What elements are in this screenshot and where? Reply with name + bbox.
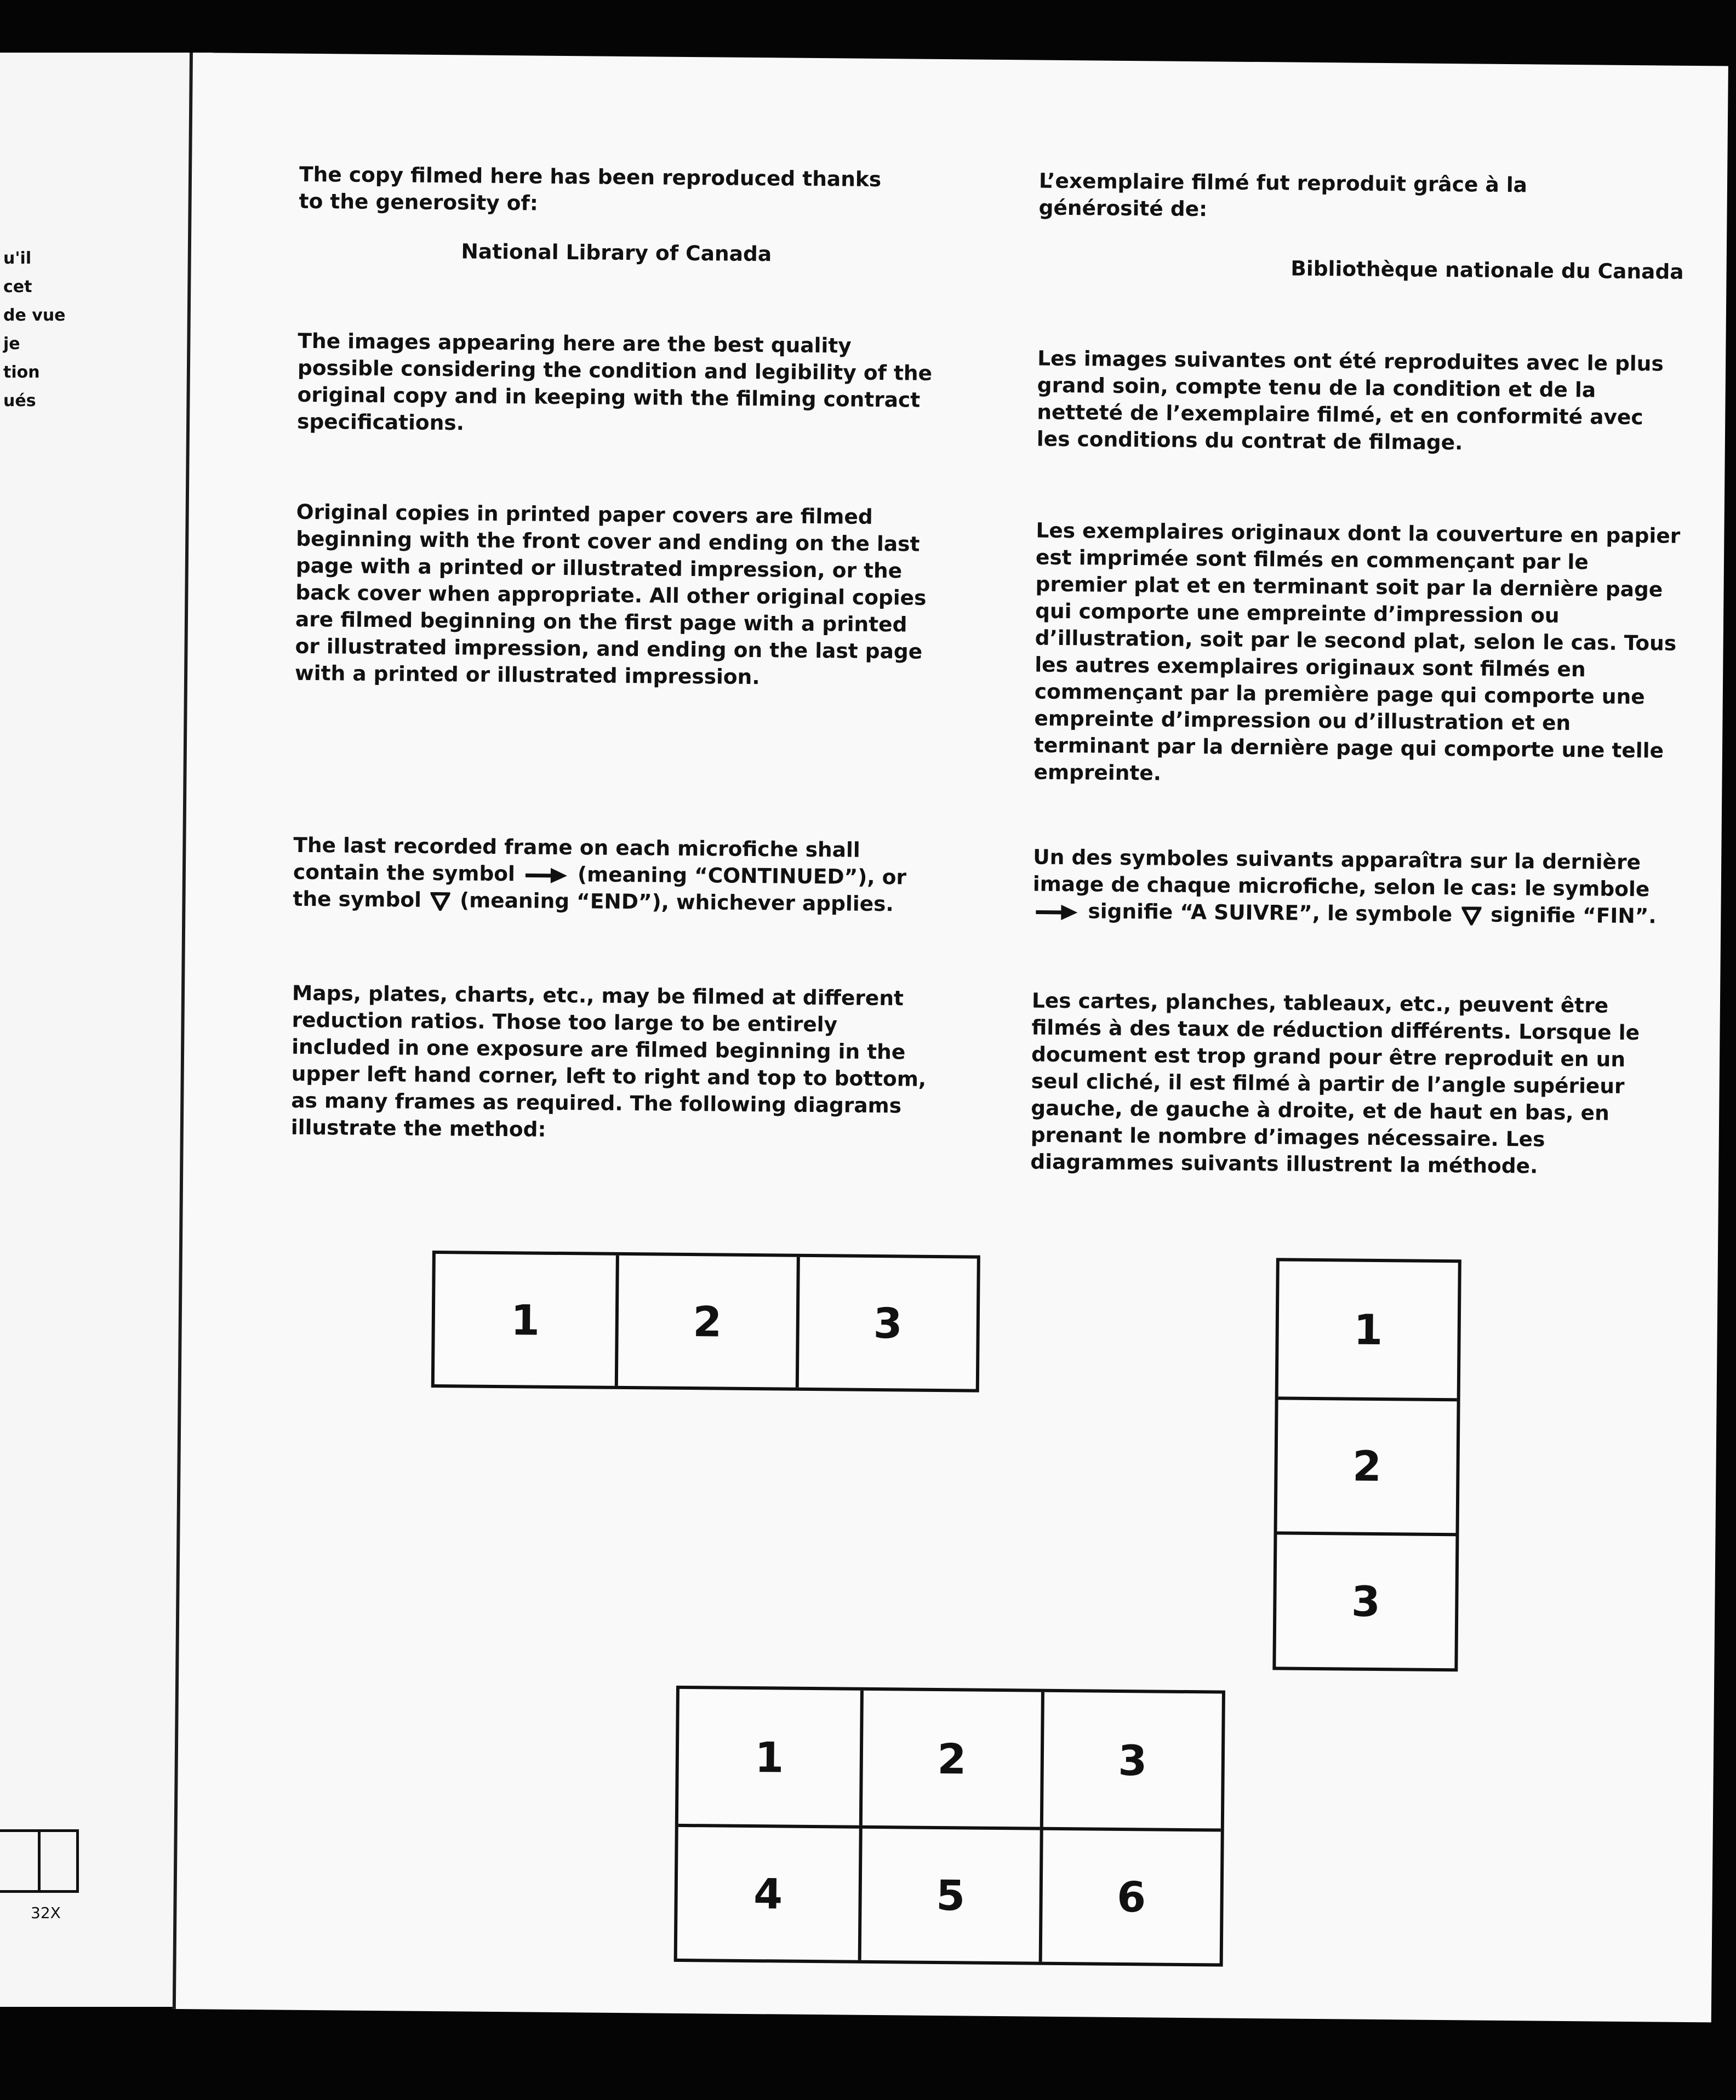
fragment-line: u'il (3, 249, 32, 268)
horizontal-frames-diagram (431, 1251, 980, 1393)
fragment-line: de vue (3, 306, 66, 325)
symbols-text-a: The last recorded frame on each microfiche shall contain the symbol (293, 832, 860, 886)
symbols-text-en (293, 832, 929, 918)
vertical-frames-diagram (1272, 1258, 1461, 1671)
scale-box (0, 1832, 38, 1890)
symbols-text-b: (meaning “CONTINUED”), or the symbol (293, 862, 907, 912)
maps-text-en: Maps, plates, charts, etc., may be filmed at different reduction ratios. Those too large to be entirely included in one exposure are filmed beginning in the upper left hand corner, left to right and top to bottom, as many frames as required. The following diagrams illustrate the method: (290, 980, 927, 1142)
frame-cell: 2 (859, 1691, 1041, 1827)
symbols-text-fr (1032, 843, 1678, 929)
thanks-line-1: The copy filmed here has been reproduced thanks (299, 162, 882, 192)
frame-cell: 6 (1039, 1827, 1221, 1964)
institution-name-en: National Library of Canada (461, 239, 772, 266)
fragment-line: tion (3, 363, 40, 382)
symbols-text-a: Un des symboles suivants apparaîtra sur la dernière image de chaque microfiche, selon le cas: le symbole (1032, 844, 1650, 901)
reduction-ratio-label: 32X (31, 1904, 61, 1922)
reduction-scale-boxes (0, 1829, 79, 1893)
image-quality-text-en: The images appearing here are the best quality possible considering the condition and legibility of the original copy and in keeping with the filming contract specifications. (296, 328, 933, 435)
fragment-line: ués (3, 391, 36, 410)
thanks-line-2: to the generosity of: (299, 189, 539, 215)
institution-name-fr: Bibliothèque nationale du Canada (1290, 256, 1684, 284)
image-quality-text-fr: Les images suivantes ont été reproduites avec le plus grand soin, compte tenu de la condition et de la netteté de l’exemplaire filmé, et en conformité avec les conditions du contrat de filmage. (1036, 346, 1664, 455)
frame-cell: 5 (858, 1825, 1040, 1962)
frame-cell: 1 (510, 1295, 540, 1345)
symbols-text-b: signifie “A SUIVRE”, le symbole (1088, 899, 1453, 927)
thanks-text-en (299, 161, 935, 220)
frame-cell: 2 (615, 1256, 796, 1388)
grid-frames-diagram (674, 1686, 1225, 1967)
frame-cell: 3 (1276, 1532, 1455, 1669)
frame-cell: 1 (755, 1732, 784, 1782)
end-triangle-icon (1461, 906, 1481, 925)
end-triangle-icon (431, 892, 450, 910)
original-copies-text-fr: Les exemplaires originaux dont la couverture en papier est imprimée sont filmés en commençant par le premier plat et en terminant soit par la dernière page qui comporte une empreinte d’impression ou d’illustration, soit par le second plat, selon le cas. Tous les autres exemplaires originaux sont filmés en commençant par la première page qui comporte une empreinte d’impression ou d’illustration et en terminant par la dernière page qui comporte une telle empreinte. (1033, 518, 1681, 785)
scale-box (38, 1832, 76, 1890)
maps-text-fr: Les cartes, planches, tableaux, etc., peuvent être filmés à des taux de réduction différents. Lorsque le document est trop grand pour être reproduit en un seul cliché, il est filmé à partir de l’angle supérieur gauche, de gauche à droite, et de haut en bas, en prenant le nombre d’images nécessaire. Les diagrammes suivants illustrent la méthode. (1030, 988, 1640, 1178)
original-copies-text-en: Original copies in printed paper covers are filmed beginning with the front cover and ending on the last page with a printed or illustrated impression, or the back cover when appropriate. All other original copies are filmed beginning on the first page with a printed or illustrated impression, and ending on the last page with a printed or illustrated impression. (294, 499, 927, 689)
frame-cell: 3 (795, 1257, 976, 1389)
fragment-line: cet (3, 277, 32, 296)
frame-cell: 1 (1353, 1305, 1383, 1354)
thanks-line-2: générosité de: (1038, 195, 1208, 221)
symbols-text-c: (meaning “END”), whichever applies. (459, 888, 894, 916)
filming-notice-page (173, 53, 1728, 2022)
french-column (1030, 60, 1686, 1178)
continued-arrow-icon (524, 864, 568, 887)
thanks-line-1: L’exemplaire filmé fut reproduit grâce à la (1038, 168, 1528, 197)
thanks-text-fr (1038, 168, 1684, 227)
fragment-line: je (3, 334, 20, 353)
frame-cell: 3 (1040, 1692, 1222, 1829)
frame-cell: 4 (677, 1824, 859, 1960)
frame-cell: 2 (1277, 1396, 1457, 1533)
symbols-text-c: signifie “FIN”. (1491, 902, 1657, 928)
continued-arrow-icon (1035, 901, 1078, 923)
english-column (290, 54, 936, 1142)
